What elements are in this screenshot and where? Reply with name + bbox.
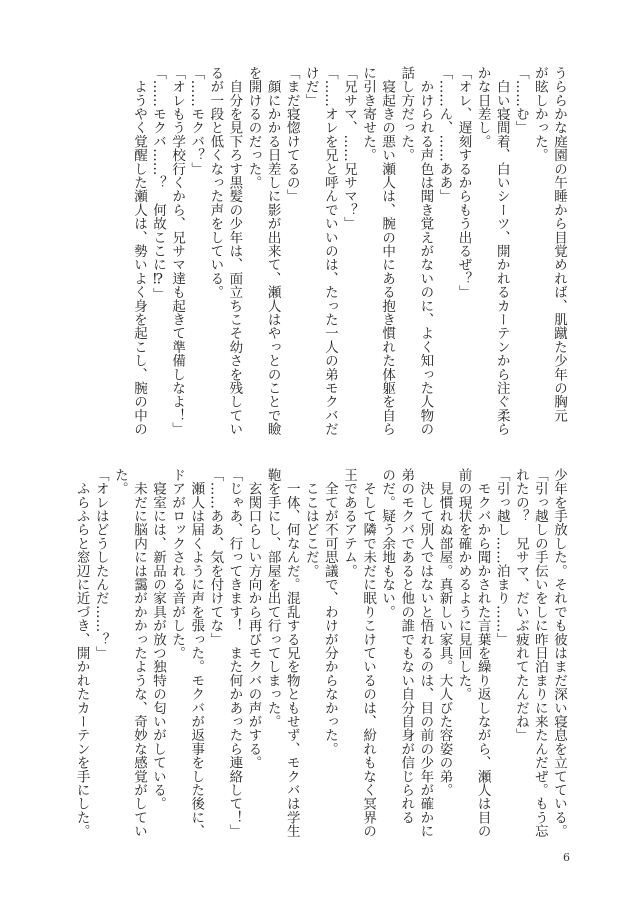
text-line: モクバから聞かされた言葉を繰り返しながら、瀬人は目の [474, 468, 491, 838]
text-line: 「オレもう学校行くから、兄サマ達も起きて準備しなよ！」 [169, 66, 186, 436]
text-line: 「引っ越し……泊まり……」 [493, 468, 510, 647]
text-line: 「……ん、……ああ」 [436, 66, 453, 203]
text-line: ふらふらと窓辺に近づき、開かれたカーテンを手にした。 [73, 468, 90, 838]
text-line: 「兄サマ、……兄サマ？」 [340, 66, 357, 231]
text-line: に引き寄せた。 [360, 66, 377, 162]
text-line: 「……モクバ？」 [188, 66, 205, 176]
text-line: そして隣で未だに眠りこけているのは、紛れもなく冥界の [360, 468, 377, 838]
text-line: 白い寝間着、白いシーツ、開かれるカーテンから注ぐ柔ら [493, 66, 510, 436]
text-line: 「オレはどうしたんだ……？」 [92, 468, 109, 660]
text-line: 前の現状を確かめるように見回した。 [455, 468, 472, 701]
text-line: 「引っ越しの手伝いをしに昨日泊まりに来たんだぜ。もう忘 [531, 468, 548, 838]
text-line: 少年を手放した。それでも彼はまだ深い寝息を立てている。 [551, 468, 567, 838]
text-line: ようやく覚醒した瀬人は、勢いよく身を起こし、腕の中の [130, 66, 147, 436]
text-line: 「……モクバ……？ 何故ここに⁉」 [150, 66, 167, 302]
text-line: うららかな庭園の午睡から目覚めれば、肌蹴た少年の胸元 [551, 66, 567, 423]
text-line: のだ。疑う余地もない。 [379, 468, 396, 619]
text-line: 鞄を手にし、部屋を出て行ってしまった。 [264, 468, 281, 729]
text-line: 一体、何なんだ。混乱する兄を物ともせず、モクバは学生 [283, 468, 300, 838]
text-line: かけられる声色は聞き覚えがないのに、よく知った人物の [417, 66, 434, 436]
text-line: れたの？ 兄サマ、だいぶ疲れてたんだね」 [512, 468, 529, 742]
page-number: 6 [563, 851, 570, 864]
text-line: た。 [111, 468, 128, 496]
text-line: 全てが不可思議で、わけが分からなかった。 [321, 468, 338, 756]
text-line: 玄関口らしい方向から再びモクバの声がする。 [245, 468, 262, 770]
text-line: 「……ああ、気を付けてな」 [207, 468, 224, 647]
text-line: 「まだ寝惚けてるの」 [283, 66, 300, 203]
text-line: 瀬人は届くように声を張った。モクバが返事をした後に、 [188, 468, 205, 838]
text-line: 「……む」 [512, 66, 529, 135]
text-line: を開けるのだった。 [245, 66, 262, 190]
text-line: 見慣れぬ部屋。真新しい家具。大人びた容姿の弟。 [436, 468, 453, 797]
text-line: ここはどこだ。 [302, 468, 319, 578]
text-line: 自分を見下ろす黒髪の少年は、面立ちこそ幼さを残してい [226, 66, 243, 436]
text-line: 寝起きの悪い瀬人は、腕の中にある抱き慣れた体躯を自ら [379, 66, 396, 436]
text-line: けだ」 [302, 66, 319, 108]
lower-text-block [48, 468, 568, 846]
text-line: かな日差し。 [474, 66, 491, 149]
text-line: ドアがロックされる音がした。 [169, 468, 186, 660]
text-line: 弟のモクバであると他の誰でもない自分自身が信じられる [398, 468, 415, 825]
text-line: 「……オレを兄と呼んでいいのは、たった一人の弟モクバだ [321, 66, 338, 436]
text-line: 「オレ、遅刻するからもう出るぜ？」 [455, 66, 472, 299]
text-line: 寝室には、新品の家具が放つ独特の匂いがしている。 [150, 468, 167, 811]
text-line: 決して別人ではないと悟れるのは、目の前の少年が確かに [417, 468, 434, 838]
text-line: が眩しかった。 [531, 66, 548, 162]
text-line: 未だに脳内には靄がかかったような、奇妙な感覚がしてい [130, 468, 147, 838]
text-line: 王であるアテム。 [340, 468, 357, 578]
text-line: 「じゃあ、行ってきます！ また何かあったら連絡して！」 [226, 468, 243, 838]
text-line: 顔にかかる日差しに影が出来て、瀬人はやっとのことで瞼 [264, 66, 281, 436]
text-line: るが一段と低くなった声をしている。 [207, 66, 224, 299]
text-line: 話し方だった。 [398, 66, 415, 162]
upper-text-block [48, 66, 568, 444]
